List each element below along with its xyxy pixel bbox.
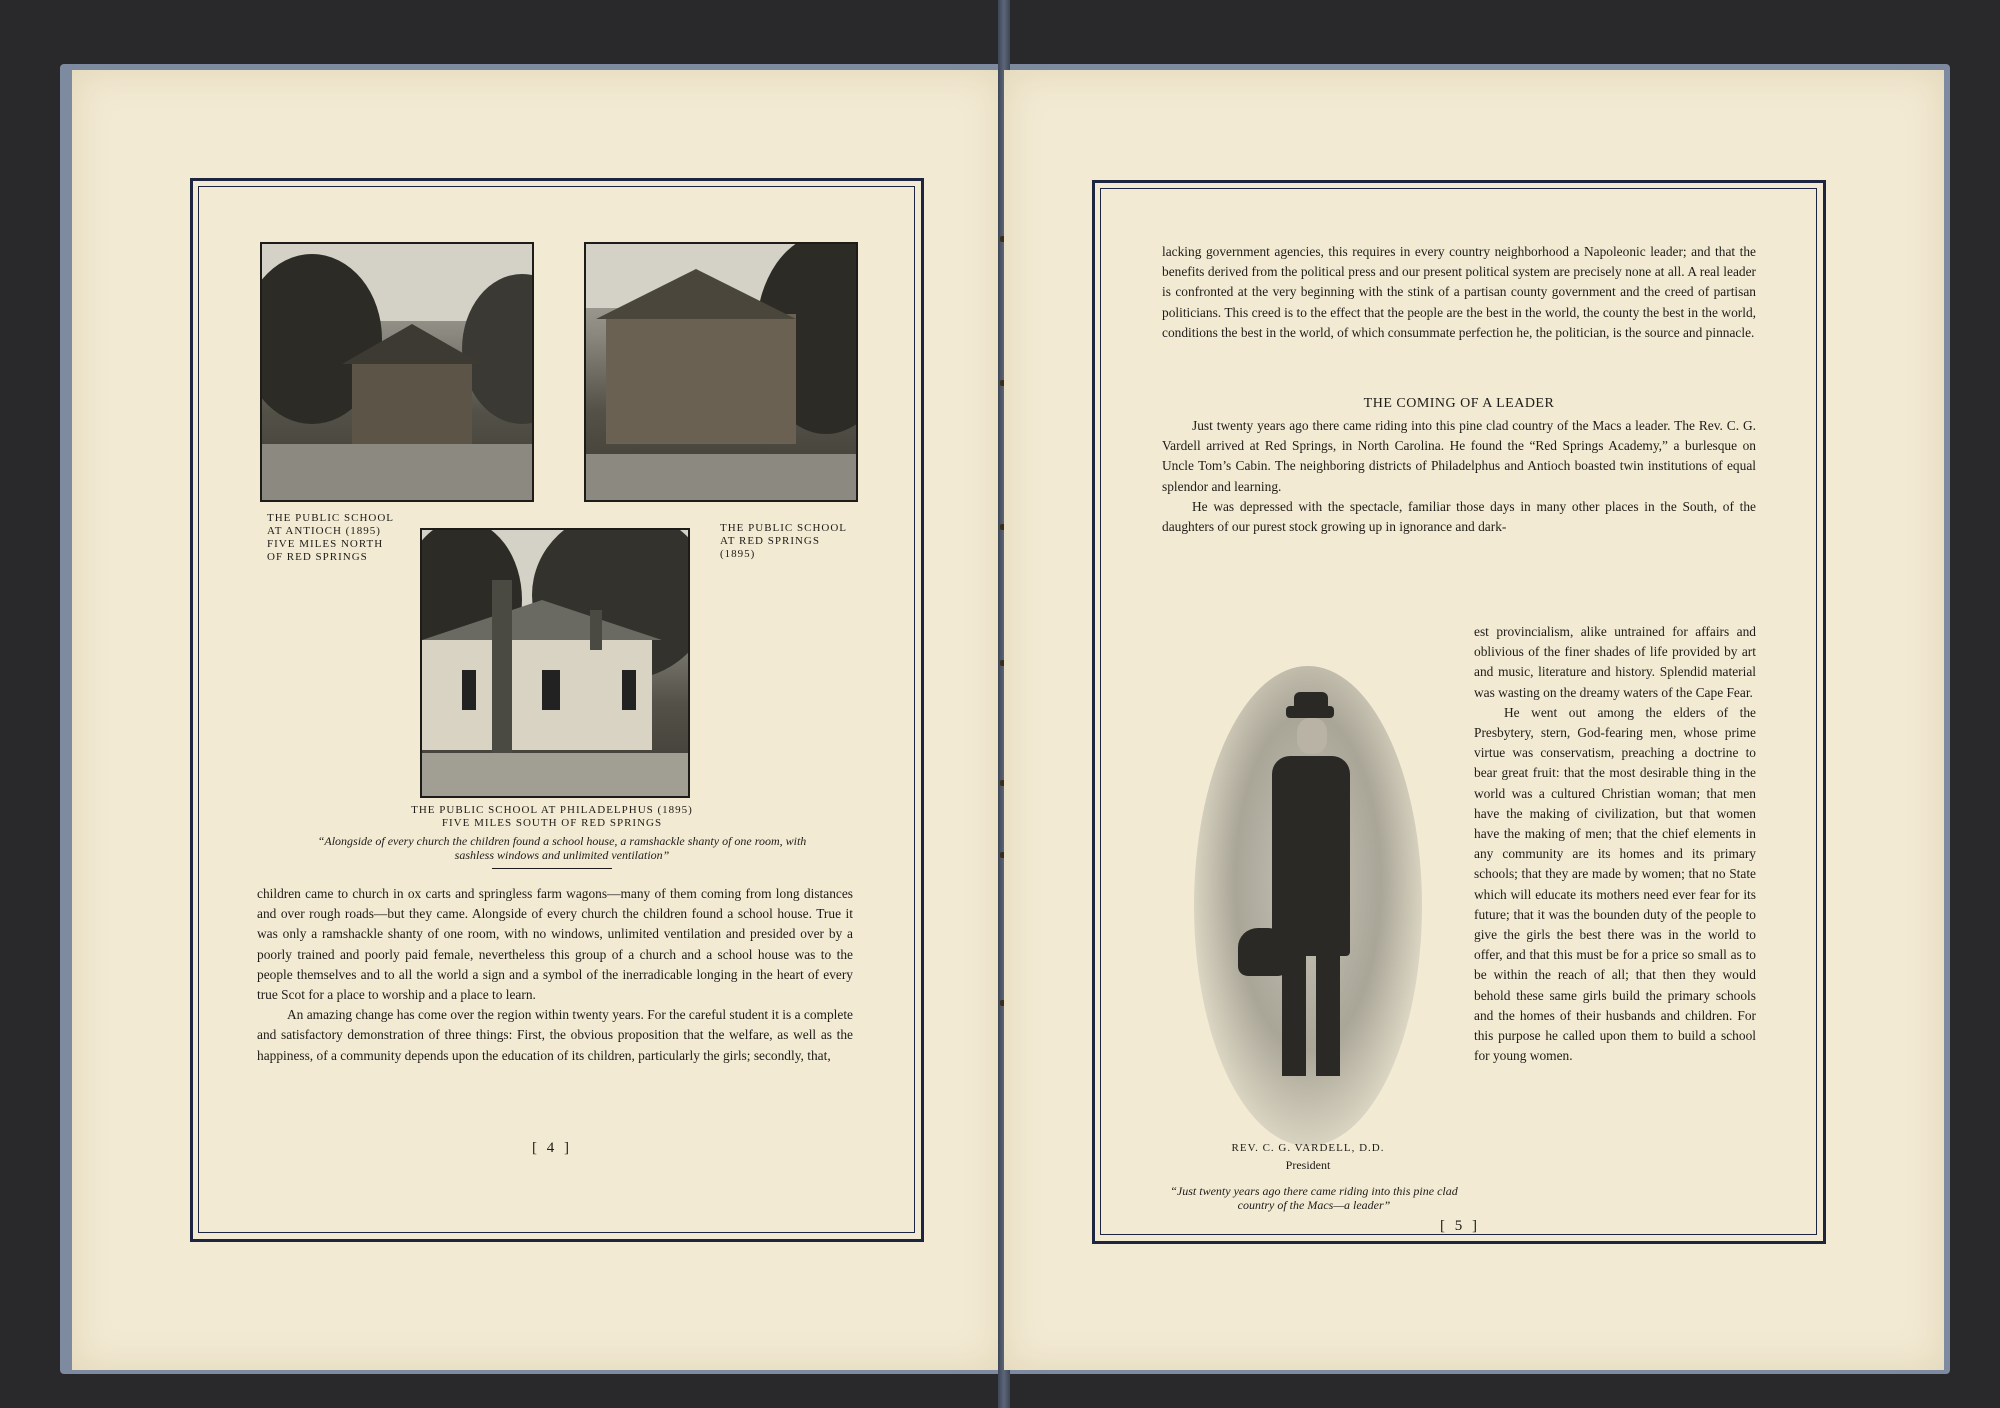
right-leader-paragraphs — [1162, 416, 1756, 537]
portrait-vardell — [1194, 666, 1422, 1146]
right-page — [1004, 70, 1944, 1370]
section-heading: THE COMING OF A LEADER — [1363, 396, 1555, 411]
photo-antioch-school — [260, 242, 534, 502]
paragraph-elders: He went out among the elders of the Presbytery, stern, God-fearing men, whose prime virtue was conservatism, preaching a doctrine to bear great fruit: that the most desirable thing in the world was a cultured Christian woman; that men have the making of civilization, but that women have the making of men; that the chief elements in any community are its homes and its primary schools; that they are made by women; that no State which will educate its mothers need ever fear for its future; that it was the bounden duty of the people to give the girls the best there was in the world to offer, and that this must be for a price so small as to be within the reach of all; that then they would behold these same girls build the primary schools and the homes of their husbands and children. For this purpose he called upon them to build a school for young women. — [1474, 704, 1756, 1064]
caption-philadelphus: THE PUBLIC SCHOOL AT PHILADELPHUS (1895) FIVE MILES SOUTH OF RED SPRINGS — [411, 804, 693, 829]
left-page-number: [ 4 ] — [532, 1140, 572, 1156]
photo-philadelphus-school — [420, 528, 690, 798]
portrait-quote: “Just twenty years ago there came riding into this pine clad country of the Macs—a leader” — [1170, 1184, 1458, 1212]
paragraph-leader: Just twenty years ago there came riding into this pine clad country of the Macs a leader. The Rev. C. G. Vardell arrived at Red Springs, in North Carolina. He found the “Red Springs Academy,” a burlesque on Uncle Tom’s Cabin. The neighboring districts of Philadelphus and Antioch boasted twin institutions of equal splendor and learning. — [1162, 418, 1756, 494]
left-page — [72, 70, 1002, 1370]
photo-quote-left: “Alongside of every church the children found a school house, a ramshackle shanty of one room, with sashless windows and unlimited ventilation” — [317, 834, 807, 862]
portrait-name: REV. C. G. VARDELL, D.D. — [1231, 1142, 1385, 1154]
paragraph-depressed-continued: est provincialism, alike untrained for affairs and oblivious of the finer shades of life provided by art and music, literature and history. Splendid material was wasting on the dreamy waters of the Cape Fear. — [1474, 624, 1756, 700]
paragraph-depressed-start: He was depressed with the spectacle, familiar those days in many other places in the South, of the daughters of our purest stock growing up in ignorance and dark- — [1162, 498, 1756, 535]
right-column-text — [1474, 622, 1756, 1066]
caption-red-springs: THE PUBLIC SCHOOL AT RED SPRINGS (1895) — [720, 522, 848, 560]
left-body-text — [257, 884, 853, 1066]
photo-red-springs-school — [584, 242, 858, 502]
right-top-paragraph — [1162, 242, 1756, 343]
portrait-title: President — [1285, 1158, 1331, 1172]
divider-left — [492, 868, 612, 869]
caption-antioch: THE PUBLIC SCHOOL AT ANTIOCH (1895) FIVE MILES NORTH OF RED SPRINGS — [267, 512, 395, 563]
right-page-number: [ 5 ] — [1440, 1218, 1480, 1234]
left-paragraph-2: An amazing change has come over the region within twenty years. For the careful student it is a complete and satisfactory demonstration of three things: First, the obvious proposition that the welfare, as well as the happiness, of a community depends upon the education of its children, particularly the girls; secondly, that, — [257, 1007, 853, 1063]
paragraph-political: lacking government agencies, this requires in every country neighborhood a Napoleonic leader; and that the benefits derived from the political press and our present political system are precisely none at all. A real leader is confronted at the very beginning with the stink of a partisan county government and the creed of partisan politicians. This creed is to the effect that the people are the best in the world, the county the best in the world, conditions the best in the world, of which consummate perfection he, the politician, is the source and pinnacle. — [1162, 244, 1756, 340]
left-paragraph-1: children came to church in ox carts and springless farm wagons—many of them coming from long distances and over rough roads—but they came. Alongside of every church the children found a school house. True it was only a ramshackle shanty of one room, with no windows, unlimited ventilation and presided over by a poorly trained and poorly paid female, nevertheless this group of a church and a school house was to the people themselves and to all the world a sign and a symbol of the inerradicable longing in the heart of every true Scot for a place to worship and a place to learn. — [257, 886, 853, 1003]
